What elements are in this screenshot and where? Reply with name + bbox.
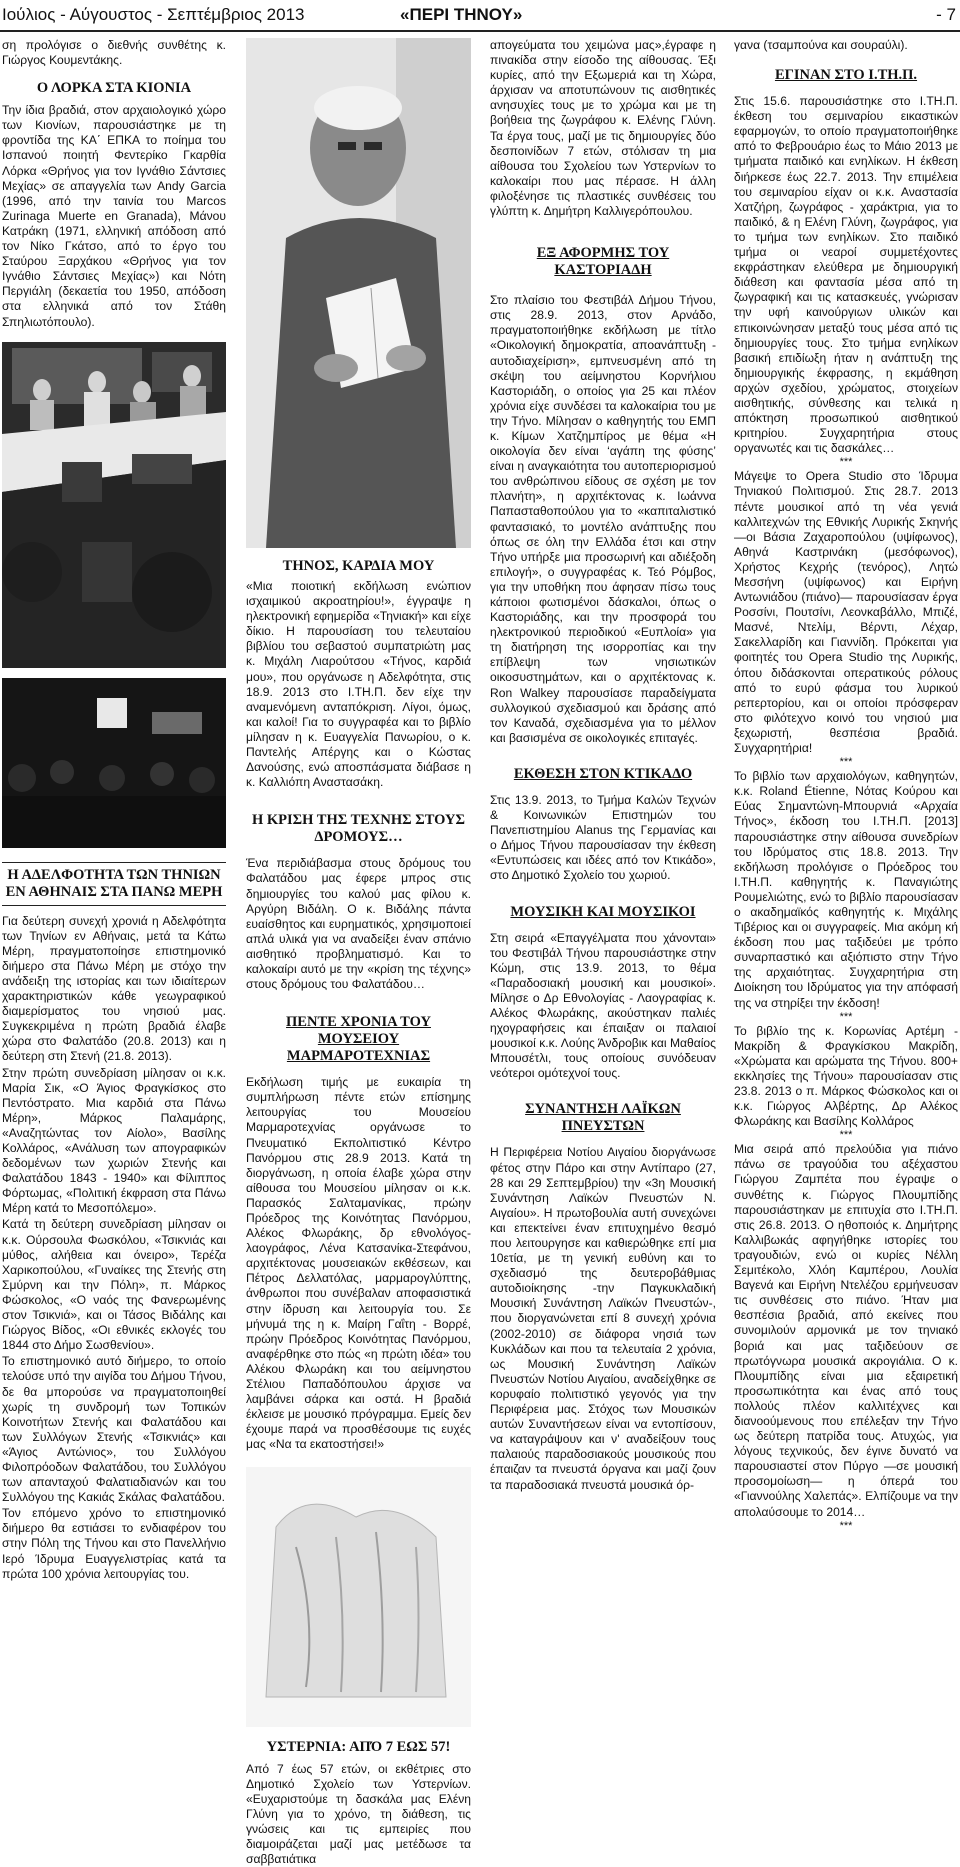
column-2 [246,38,471,1867]
article-brotherhood-text: Για δεύτερη συνεχή χρονιά η Αδελφότητα των Τηνίων εν Αθήναις, μετά τα Κάτω Μέρη, πραγματοποίησε επιστημονικό διήμερο στα Πάνω Μέρη με στόχο την ανάδειξη της ιστορίας και των ιδιαίτερων χαρακτηριστικών κάθε γεωγραφικού διαμερίσματος του νησιού μας. Συγκεκριμένα η πρώτη βραδιά έλαβε χώρα στο Φαλατάδο (20.8. 2013) και η δεύτερη στη Στενή (21.8. 2013). [2,914,226,1065]
seated-panel-photo-icon [2,342,226,668]
article-ktikados-text: Στις 13.9. 2013, το Τμήμα Καλών Τεχνών & Κοινωνικών Επιστημών του Πανεπιστημίου Alanus της Γερμανίας και ο Δήμος Τήνου παρουσίασαν την έκθεση «Εντυπώσεις και ιδέες από τον Κτικάδο», στο Δημοτικό Σχολείο του χωριού. [490,793,716,884]
article-continuation: ση προλόγισε ο διεθνής συνθέτης κ. Γιώργος Κουμεντάκης. [2,38,226,68]
drapery-drawing-icon [246,1467,471,1727]
article-brotherhood-session2: Κατά τη δεύτερη συνεδρίαση μίλησαν οι κ.κ. Ούρσουλα Φωσκόλου, «Τσικνιάς και μύθος, αλήθεια και όνειρο», Τερέζα Χαρικοπούλου, «Γυναίκες της Στενής στη Σμύρνη και την Πόλη», π. Μάρκος Φώσκολος, «Ο ναός της Φανερωμένης στον Τσικνιά», και οι Τάσος Βιδάλης και Γιώργος Βίδος, «Οι εθνικές εκλογές του 1844 στο Δήμο Σωσθενίου». [2,1217,226,1353]
issue-date: Ιούλιος - Αύγουστος - Σεπτέμβριος 2013 [2,5,305,25]
separator-stars: *** [734,756,958,769]
event-photo-lorca [2,342,226,668]
article-castoriadis-text: Στο πλαίσιο του Φεστιβάλ Δήμου Τήνου, στις 28.9. 2013, στον Αρνάδο, πραγματοποιήθηκε εκδήλωση με τίτλο «Οικολογική δημοκρατία, αποανάπτυξη - αυτοδιαχείριση», εμπνευσμένη από τη σκέψη του αείμνηστου Κορνήλιου Καστοριάδη, ο οποίος για 25 και πλέον χρόνια είχε συνδέσει τα καλοκαίρια του με την Τήνο. Μίλησαν ο καθηγητής του ΕΜΠ κ. Κίμων Χατζημπίρος με θέμα «Η οικολογία δεν είναι ‘αγάπη της φύσης’ είναι η αναγκαιότητα του αυτοπεριορισμού του ανθρώπινου είδους σε σχέση με τον πλανήτη», η αρχιτέκτονας κ. Ιωάννα Παπασταθοπούλου για το «καπιταλιστικό φαντασιακό, το μοντέλο ανάπτυξης που όπως σε όλη την Ελλάδα έτσι και στην Τήνο υπήρξε μια προσωρινή και αδιέξοδη επιλογή», ο συγγραφέας κ. Τεό Ρόμβος, για την υποθήκη που άφησαν πίσω τους κάποιοι φωτισμένοι δάσκαλοι, όπως ο Καστοριάδης, και την προσφορά του ηλεκτρονικού περιοδικού «Ευπλοία» για τη διατήρηση της ισορροπίας και την επίβλεψη των νησιωτικών οικοσυστημάτων, και ο αρχιτέκτονας κ. Ron Walkey παρουσίασε παραδείγματα συλλογικού σχεδιασμού και δράσης από τον Καναδά, σχεδιασμένα για το μέλλον και βασισμένα σε οικολογικές επιταγές. [490,293,716,746]
article-folk-wind-text: Η Περιφέρεια Νοτίου Αιγαίου διοργάνωσε φέτος στην Πάρο και στην Αντίπαρο (27, 28 και 29 Σεπτεμβρίου) την «3η Μουσική Συνάντηση Λαϊκών Πνευστών Ν. Αιγαίου». Η πρωτοβουλία αυτή συνεχώνει και επεκτείνει έναν επιτυχημένο θεσμό που λειτουργησε και καθιερώθηκε επί μια 10ετία, με τη γενική ευθύνη και το σχεδιασμό της δευτεροβάθμιας αυτοδιοίκησης -την Παγκυκλαδική Μουσική Συνάντηση Λαϊκών Πνευστών-, που διοργανώνεται επί 8 συνεχή χρόνια (2002-2010) σε διάφορα νησιά των Κυκλάδων και που τα τελευταία 2 χρόνια, ως Μουσική Συνάντηση Λαϊκών Πνευστών Νοτίου Αιγαίου, αναδείχθηκε σε κορυφαίο πολιτιστικό γεγονός για την Περιφέρεια μας. Στόχος των Μουσικών αυτών Συναντήσεων είναι να εντοπίσουν, να καταγράψουν και ν' αναδείξουν τους παλαιούς παραδοσιακούς μουσικούς που έπαιζαν τα πνευστά όργανα και μαζί ζουν τα παραδοσιακά πνευστά μουσικά όρ- [490,1145,716,1492]
article-brotherhood-session1: Στην πρώτη συνεδρίαση μίλησαν οι κ.κ. Μαρία Σικ, «Ο Άγιος Φραγκίσκος στο Πεντόστρατο. Μια καρδιά στα Πάνω Μέρη», Μάρκος Παλαμάρης, «Αναζητώντας τον Αίολο», Βασίλης Κολλάρος, «Ανάλυση των απογραφικών δεδομένων των χωριών Στενής και Φαλατάδου 1843 - 1940» και Φίλιππος Φόρτωμας, «Πολιτική έκφραση στα Πάνω Μέρη κατά το Μεσοπόλεμο». [2,1066,226,1217]
article-music-text: Στη σειρά «Επαγγέλματα που χάνονται» του Φεστιβάλ Τήνου παρουσιάστηκε στην Κώμη, στις 13.9. 2013, το θέμα «Παραδοσιακή μουσική και μουσικοί». Μίλησε ο Δρ Εθνολογίας - Λαογραφίας κ. Αλέκος Φλωράκης, ακούστηκαν παλιές ηχογραφήσεις και έπαιξαν οι παλαιοί μουσικοί κ.κ. Λούης Άνδροβικ και Μαθαίος Μπουσέτλι, τους οποίους συνόδευαν νεότεροι ομότεχνοί τους. [490,931,716,1082]
heading-brotherhood: Η ΑΔΕΛΦΟΤΗΤΑ ΤΩΝ ΤΗΝΙΩΝ ΕΝ ΑΘΗΝΑΙΣ ΣΤΑ ΠΑΝΩ ΜΕΡΗ [2,862,226,906]
separator-stars: *** [734,1520,958,1533]
article-churches-book: Το βιβλίο της κ. Κορωνίας Αρτέμη - Μακρίδη & Φραγκίσκου Μακρίδη, «Χρώματα και αρώματα της Τήνου. 800+ εκκλησίες της Τήνου» παρουσίασαν στις 23.8. 2013 ο π. Μάρκος Φώσκολος και οι κ.κ. Γιώργος Αλβέρτης, Δρ Αλέκος Φλωράκης και Βασίλης Κολλάρος [734,1024,958,1130]
separator-stars: *** [734,1129,958,1142]
drapery-sculpture-photo [246,1467,471,1727]
event-photo-audience [2,678,226,848]
author-portrait-photo [246,38,471,548]
heading-ysternia: ΥΣΤΕΡΝΙΑ: ΑΠΌ 7 ΕΩΣ 57! [246,1739,471,1756]
article-brotherhood-next: Τον επόμενο χρόνο το επιστημονικό διήμερο θα εστιάσει το ενδιαφέρον του στην Πόλη της Τήνου και στο Πανελλήνιο Ιερό Ίδρυμα Ευαγγελιστρίας κατά τα πρώτα 100 χρόνια λειτουργίας του. [2,1506,226,1581]
heading-art-crisis: Η ΚΡΙΣΗ ΤΗΣ ΤΕΧΝΗΣ ΣΤΟΥΣ ΔΡΟΜΟΥΣ… [246,812,471,846]
heading-marble-museum: ΠΕΝΤΕ ΧΡΟΝΙΑ ΤΟΥ ΜΟΥΣΕΙΟΥ ΜΑΡΜΑΡΟΤΕΧΝΙΑΣ [246,1014,471,1065]
article-ancient-tinos-book: Το βιβλίο των αρχαιολόγων, καθηγητών, κ.κ. Roland Étienne, Νότας Κούρου και Εύας Σημαντώνη-Μπουρνιά «Αρχαία Τήνος», έκδοση του Ι.ΤΗ.Π. [2013] παρουσιάστηκε στην αίθουσα συνεδρίων του Ιδρύματος στις 18.8. 2013. Την εκδήλωση προλόγισε ο Πρόεδρος του Ι.ΤΗ.Π. καθηγητής κ. Παναγιώτης Ρουμελιώτης, ενώ το βιβλίο παρουσίασαν ο ακαδημαϊκός καθηγητής κ. Μιχάλης Τιβέριος και οι συγγραφείς. Μια ακόμη κή έκδοση που μας ταξιδεύει με τρόπο συναρπαστικό και αξιόπιστο στην Τήνο της αρχαιότητας. Συγχαρητήρια στη Διοίκηση του Ιδρύματος για την απόφασή της να στηρίξει την έκδοση! [734,769,958,1011]
article-lorca-text: Την ίδια βραδιά, στον αρχαιολογικό χώρο των Κιονίων, παρουσιάστηκε με τη φροντίδα της ΚΑ΄ ΕΠΚΑ το ποίημα του Ισπανού ποιητή Φεντερίκο Γκαρθία Λόρκα «Θρήνος για τον Ιγνάθιο Σάντσιες Μεχίας» σε απαγγελία των Andy Garcia (1996, από την ταινία του Marcos Zurinaga Muerte en Granada), Μάνου Κατράκη (1971, ελληνική απόδοση από τον Νίκο Γκάτσο, από το έργο του Σταύρου Ξαρχάκου «Θρήνος για τον Ιγνάθιο Σάντσιες Μεχίας») και Νότη Περγιάλη (δεκαετία του 1950, απόδοση στα ελληνικά από τον Στάθη Σπηλιωτόπουλο). [2,103,226,329]
article-ysternia-continued: απογεύματα του χειμώνα μας»,έγραφε η πινακίδα στην είσοδο της αίθουσας. Έξι κυρίες, από την Εξωμεριά και τη Χώρα, άρχισαν να αποτυπώνουν τις αισθητικές ανησυχίες τους με το χρώμα και με τη βοήθεια της ζωγράφου κ. Ελένης Γλύνη. Τα έργα τους, μαζί με τις δημιουργίες δύο δεσποινίδων 7 ετών, στόλισαν τη μια αίθουσα του Σχολείου των Υστερνίων το καλοκαίρι που μας πέρασε. Η άλλη φιλοξένησε τις πλαστικές συνθέσεις του γλύπτη κ. Δημήτρη Καλλιγερόπουλου. [490,38,716,219]
column-3 [490,38,716,1493]
publication-title: «ΠΕΡΙ ΤΗΝΟΥ» [400,5,522,25]
heading-castoriadis: ΕΞ ΑΦΟΡΜΗΣ ΤΟΥ ΚΑΣΤΟΡΙΑΔΗ [490,245,716,279]
page-header [0,0,960,32]
heading-ktikados-exhibition: ΕΚΘΕΣΗ ΣΤΟΝ ΚΤΙΚΑΔΟ [490,766,716,783]
article-tinos-my-heart-text: «Μια ποιοτική εκδήλωση ενώπιον ισχαιμικού ακροατηρίου!», έγγραψε η ηλεκτρονική εφημερίδα «Τηνιακή» και είχε δίκιο. Η παρουσίαση του τελευταίου βιβλίου του σεβαστού συμπατριώτη μας κ. Μιχάλη Λιαρούτσου «Τήνος, καρδιά μου», που οργάνωσε η Αδελφότητα, στις 18.9. 2013 στο Ι.ΤΗ.Π. δεν είχε την αναμενόμενη ανταπόκριση. Λίγοι, όμως, και καλοί! Για το συγγραφέα και το βιβλίο μίλησαν η κ. Ευαγγελία Πανωρίου, ο κ. Παντελής Απέργης και ο Κώστας Δανούσης, ενώ αποσπάσματα διάβασε η κ. Καλλιόπη Αναστασάκη. [246,579,471,790]
article-folk-wind-continued: γανα (τσαμπούνα και σουραύλι). [734,38,958,53]
heading-ithp-events: ΕΓΙΝΑΝ ΣΤΟ Ι.ΤΗ.Π. [734,67,958,84]
column-4 [734,38,958,1533]
article-ithp-seminar: Στις 15.6. παρουσιάστηκε στο Ι.ΤΗ.Π. έκθεση του σεμιναρίου εικαστικών εφαρμογών, το οποίο πραγματοποιήθηκε από το Φεβρουάριο έως το Μάιο 2013 με τμήματα παιδικό και ενηλίκων. Η έκθεση διήρκεσε έως 22.7. 2013. Την επιμέλεια του σεμιναρίου είχαν οι κ.κ. Αναστασία Χατζήρη, ζωγράφος - χαράκτρια, για το παιδικό, & η Ελένη Γλύνη, ζωγράφος, για το τμήμα των ενηλίκων. Στο παιδικό τμήμα οι νεαροί συμμετέχοντες εκφράστηκαν ελεύθερα με δημιουργική διάθεση και φαντασία μέσα από τη ζωγραφική και τις κατασκευές, γνώρισαν την υφή καινούργιων υλικών και επικοινώνησαν μεταξύ τους μέσα από τις δημιουργίες τους. Στο τμήμα ενηλίκων βασική επιδίωξη ήταν η ανάπτυξη της δημιουργικής έκφρασης, η εκμάθηση αρχών σχεδίου, χρώματος, στοιχείων αισθητικής, σύνθεσης και τελικά η απόκτηση προσωπικού αισθητικού κριτηρίου. Συγχαρητήρια στους οργανωτές και τις δασκάλες… [734,94,958,456]
heading-folk-wind-meeting: ΣΥΝΑΝΤΗΣΗ ΛΑΪΚΩΝ ΠΝΕΥΣΤΩΝ [490,1101,716,1135]
separator-stars: *** [734,1011,958,1024]
article-marble-museum-text: Εκδήλωση τιμής με ευκαιρία τη συμπλήρωση πέντε ετών επίσημης λειτουργίας του Μουσείου Μαρμαροτεχνίας οργάνωσε το Πνευματικό Εκπολιτιστικό Κέντρο Πανόρμου στις 28.9 2013. Κατά τη διοργάνωση, η οποία έλαβε χώρα στην αίθουσα του Μουσείου μίλησαν οι κ.κ. Παρασκός Σαλταμανίκας, πρώην Πρόεδρος της Κοινότητας Πανόρμου, Αλέκος Φλωράκης, δρ εθνολόγος-λαογράφος, Λένα Κατσανίκα-Στεφάνου, αρχιτέκτονας μουσειακών εκθέσεων, και Πέτρος Δελλατόλας, μαρμαρογλύπτης, άνθρωποι που συνέβαλαν αποφασιστικά στην ίδρυση και λειτουργία του. Σε μήνυμά της η κ. Μαίρη Γαΐτη - Βορρέ, πρώην Πρόεδρος Κοινότητας Πανόρμου, αναφέρθηκε στο πώς «η πρώτη ιδέα» του Αλέκου Φλωράκη και του αείμνηστου Στέλιου Παπαδόπουλου άρχισε να λαμβάνει σάρκα και οστά. Η βραδιά έκλεισε με μουσικό πρόγραμμα. Εμείς δεν έχουμε παρά να προσθέσουμε τις ευχές μας «Να τα εκατοστήσει!» [246,1075,471,1452]
article-zampetas-preludes: Μια σειρά από πρελούδια για πιάνο πάνω σε τραγούδια του αξέχαστου Γιώργου Ζαμπέτα που έγραψε ο συνθέτης κ. Γιώργος Πλουμπίδης παρουσιάστηκαν με επιτυχία στο Ι.ΤΗ.Π. στις 26.8. 2013. Ο ηθοποιός κ. Δημήτρης Καλλιβωκάς αφηγήθηκε ιστορίες του τραγουδιών, ενώ οι κυρίες Νέλλη Σεμιτέκολο, Χλόη Καμπέρου, Λουλία Βαγενά και Ειρήνη Ντελέζου ερμήνευσαν τις συνθέσεις στο πιάνο. Ήταν μια θεσπέσια βραδιά, από εκείνες που συνομιλούν αρμονικά με τον τηνιακό βοριά και μας ταξιδεύουν σε πρωτόγνωρα μουσικά ακρογιάλια. Ο κ. Πλουμπίδης είναι μια εξαιρετική προσωπικότητα και ένας από τους πολλούς πλέον καλλιτέχνες και διανοούμενους που επέλεξαν την Τήνο ως δεύτερη πατρίδα τους. Ατυχώς, για λόγους τεχνικούς, δεν έγινε δυνατό να παρουσιαστεί στον Πύργο —σε μουσική προσομοίωση— η όπερά του «Γιαννούλης Χαλεπάς». Ελπίζουμε να την απολαύσουμε το 2014… [734,1142,958,1519]
article-ysternia-text: Από 7 έως 57 ετών, οι εκθέτριες στο Δημοτικό Σχολείο των Υστερνίων. «Ευχαριστούμε τη δασκάλα μας Ελένη Γλύνη για το χρόνο, τη διάθεση, τις γνώσεις και τις εμπειρίες που διαμοιράζεται μαζί μας μετέδωσε τα σαββατιάτικα [246,1762,471,1867]
article-brotherhood-support: Το επιστημονικό αυτό διήμερο, το οποίο τελούσε υπό την αιγίδα του Δήμου Τήνου, δε θα μπορούσε να πραγματοποιηθεί χωρίς τη συνδρομή των Τοπικών Κοινοτήτων Στενής και Φαλατάδου και των Συλλόγων Στενής «Τσικνιάς» και «Άγιος Αντώνιος», του Συλλόγου Φιλοπρόοδων Φαλατάδου, του Συλλόγου των απανταχού Φαλατιαδιανών και του Συλλόγου της Κακιάς Σκάλας Φαλατάδου. [2,1354,226,1505]
article-opera-studio: Μάγεψε το Opera Studio στο Ίδρυμα Τηνιακού Πολιτισμού. Στις 28.7. 2013 πέντε μουσικοί από τη νέα γενιά καλλιτεχνών της Εθνικής Λυρικής Σκηνής —οι Βάσια Ζαχαροπούλου (υψίφωνος), Αθηνά Καστρινάκη (μεσόφωνος), Χρήστος Κεχρής (τενόρος), Λητώ Μεσσήνη (υψίφωνος) και Ειρήνη Αντωνιάδου (πιάνο)— παρουσίασαν έργα Ροσσίνι, Πουτσίνι, Λεονκαβάλλο, Μπιζέ, Μασνέ, Ντελίμ, Βέρντι, Λέχαρ, Σακελλαρίδη και Γιαννίδη. Πρόκειται για φοιτητές του Opera Studio της Λυρικής, όπου διδάσκονται οπερατικούς ρόλους από το ευρύ φάσμα του λυρικού ρεπερτορίου, και οι οποίοι πρόσφεραν στο φιλότεχνο κοινό του νησιού μια ξεχωριστή, θεσπέσια βραδιά. Συγχαρητήρια! [734,469,958,756]
separator-stars: *** [734,456,958,469]
heading-music-musicians: ΜΟΥΣΙΚΗ ΚΑΙ ΜΟΥΣΙΚΟΙ [490,904,716,921]
heading-lorca: Ο ΛΟΡΚΑ ΣΤΑ ΚΙΟΝΙΑ [2,80,226,97]
man-reading-photo-icon [246,38,471,548]
page-number: - 7 [936,5,956,25]
audience-photo-icon [2,678,226,848]
heading-tinos-my-heart: ΤΗΝΟΣ, ΚΑΡΔΙΑ ΜΟΥ [246,558,471,575]
column-1 [2,38,226,1582]
article-art-crisis-text: Ένα περιδιάβασμα στους δρόμους του Φαλατάδου μας έφερε μπρος στις δημιουργίες του καλού μας φίλου κ. Αργύρη Βιδάλη. Ο κ. Βιδάλης πάντα ευαίσθητος και ευρηματικός, χρησιμοποιεί απλά υλικά για να αναδείξει έναν σπάνιο αισθητικό προβληματισμό. Και το καλοκαίρι αυτό με την «κρίση της τέχνης» στους δρόμους του Φαλατάδου… [246,856,471,992]
